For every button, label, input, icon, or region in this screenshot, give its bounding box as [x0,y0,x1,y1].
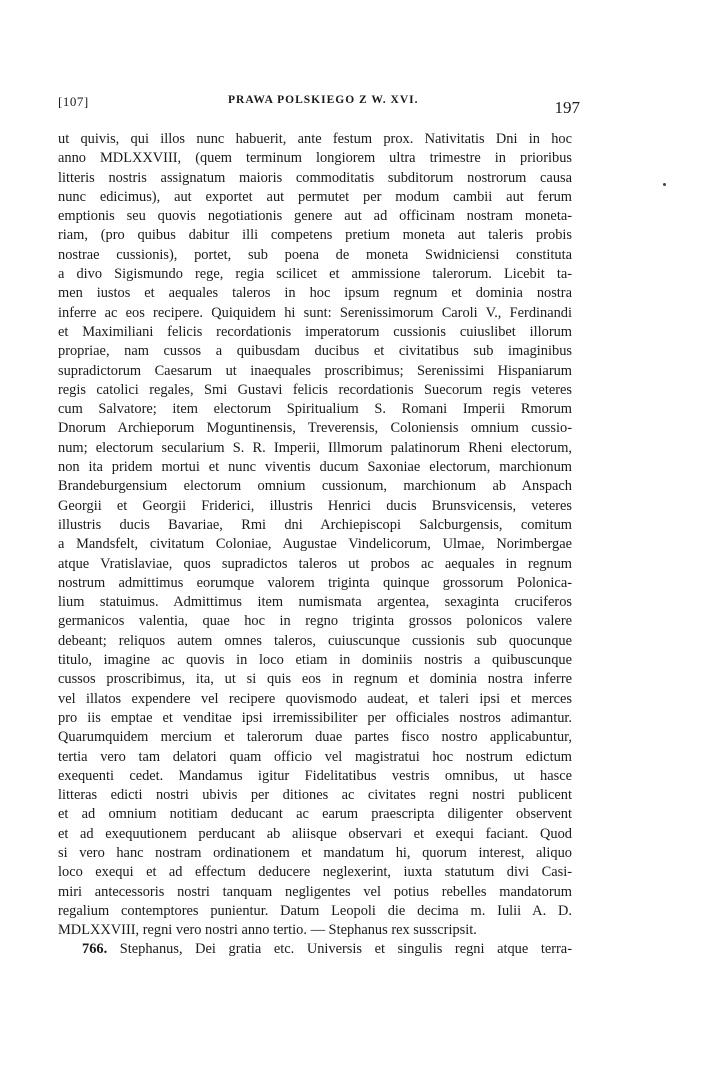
text-line: non ita pridem mortui et nunc viventis ducum Saxoniae electorum, marchionum [58,459,572,476]
text-line: Quarumquidem mercium et talerorum duae partes fisco nostro applicabuntur, [58,729,572,746]
text-line: illustris ducis Bavariae, Rmi dni Archiepiscopi Salcburgensis, comitum [58,516,572,533]
text-line: nunc edicimus), aut exportet aut permutet per modum cambii aut ferum [58,188,572,205]
text-line: emptionis seu quovis negotiationis genere aut ad officinam nostram moneta- [58,208,572,225]
text-line: nostrum admittimus eorumque valorem triginta quinque grossorum Polonica- [58,574,572,591]
text-line: pro iis emptae et venditae ipsi irremissibiliter per officiales nostros adimantur. [58,709,572,726]
text-line: regis catolici regales, Smi Gustavi felicis recordationis Suecorum regis veteres [58,381,572,398]
text-line: et ad omnium notitiam deducant ac earum praescripta diligenter observent [58,806,572,823]
text-line: loco exequi et ad effectum deducere neglexerint, iuxta statutum divi Casi- [58,864,572,881]
text-line: cussos proscribimus, ita, ut si quis eos in regnum et dominia nostra inferre [58,671,572,688]
text-line: a Mandsfelt, civitatum Coloniae, Augustae Vindelicorum, Ulmae, Norimbergae [58,536,572,553]
text-line: titulo, imagine ac quovis in loco etiam in dominiis nostris a quibuscunque [58,652,572,669]
text-line: nostrae cussionis), portet, sub poena de moneta Swidniciensi constituta [58,246,572,263]
text-line: litteras edicti nostri ubivis per ditiones ac civitates regni nostri publicent [58,787,572,804]
text-line: et Maximiliani felicis recordationis imperatorum cussionis cuiuslibet illorum [58,323,572,340]
text-line: ut quivis, qui illos nunc habuerit, ante festum prox. Nativitatis Dni in hoc [58,131,572,147]
header-title: PRAWA POLSKIEGO Z W. XVI. [228,94,419,106]
text-line: Georgii et Georgii Friderici, illustris Henrici ducis Brunsvicensis, veteres [58,497,572,514]
text-line: a divo Sigismundo rege, regia scilicet et ammissione talerorum. Licebit ta- [58,266,572,283]
entry-number: 766. [82,941,108,958]
text-line: et ad exequutionem perducant ab aliisque observari et exequi faciant. Quod [58,825,572,842]
text-line: germanicos valentia, quae hoc in regno triginta grossos polonicos valere [58,613,572,630]
text-line: litteris nostris assignatum maioris commoditatis subditorum nostrorum causa [58,169,572,186]
text-line: riam, (pro quibus dabitur illi competens pretium moneta aut taleris probis [58,227,572,244]
text-line: miri antecessoris nostri tanquam negligentes vel potius rebelles mandatorum [58,883,572,900]
entry-text: Stephanus, Dei gratia etc. Universis et singulis regni atque terra- [107,941,572,958]
body-text [58,130,572,960]
text-line: cum Salvatore; item electorum Spiritualium S. Romani Imperii Rmorum [58,401,572,418]
text-line: supradictorum Caesarum ut inaequales proscribimus; Serenissimi Hispaniarum [58,362,572,379]
text-line: MDLXXVIII, regni vero nostri anno tertio. — Stephanus rex susscripsit. [58,922,477,939]
text-line: regalium contemptores punientur. Datum Leopoli die decima m. Iulii A. D. [58,902,572,919]
running-header [58,92,580,116]
entry-line [58,940,572,959]
text-line: men iustos et aequales taleros in hoc ipsum regnum et dominia nostra [58,285,572,302]
text-line: si vero hanc nostram ordinationem et mandatum hi, quorum interest, aliquo [58,844,572,861]
text-line: atque Vratislaviae, quos supradictos taleros ut probos ac aequales in regnum [58,555,572,572]
text-line: Brandeburgensium electorum omnium cussionum, marchionum ab Anspach [58,478,572,495]
text-line: tertia vero tam delatori quam officio vel magistratui hoc nostrum edictum [58,748,572,765]
text-line: inferre ac eos recipere. Quiquidem hi sunt: Serenissimorum Caroli V., Ferdinandi [58,304,572,321]
margin-dot [663,183,666,186]
text-line: lium statuimus. Admittimus item numismata argentea, sexaginta cruciferos [58,594,572,611]
text-line: vel illatos expendere vel recipere quovismodo audeat, et taleri ipsi et merces [58,690,572,707]
text-line: exequenti cedet. Mandamus igitur Fidelitatibus vestris omnibus, ut hasce [58,767,572,784]
text-line: Dnorum Archieporum Moguntinensis, Treverensis, Coloniensis omnium cussio- [58,420,572,437]
text-line: anno MDLXXVIII, (quem terminum longiorem ultra trimestre in prioribus [58,150,572,167]
page-number: 197 [554,98,580,117]
text-line: debeant; reliquos autem omnes taleros, cuiuscunque cussionis sub quocunque [58,632,572,649]
text-line: num; electorum secularium S. R. Imperii, Illmorum palatinorum Rheni electorum, [58,439,572,456]
text-line: propriae, nam cussos a quibusdam ducibus et civitatibus sub imaginibus [58,343,572,360]
header-folio: [107] [58,94,89,109]
